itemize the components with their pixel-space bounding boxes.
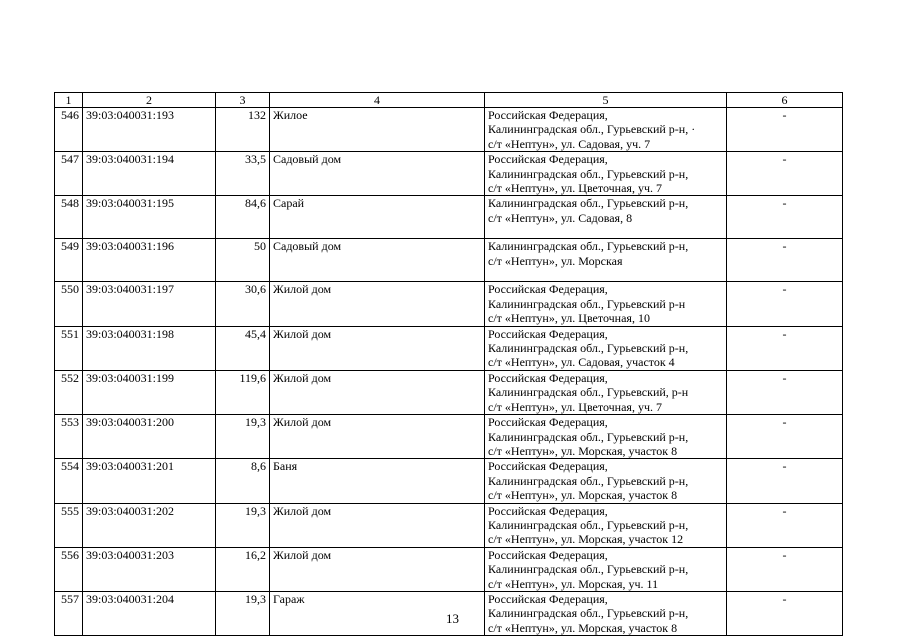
cadastral-number-cell: 39:03:040031:193: [83, 108, 216, 152]
address-line: Калининградская обл., Гурьевский р-н,: [488, 166, 689, 181]
address-line: с/т «Нептун», ул. Садовая, 8: [488, 210, 633, 225]
object-type-cell: Жилой дом: [270, 503, 485, 547]
address-line: Калининградская обл., Гурьевский р-н,: [488, 606, 689, 621]
address-line: Калининградская обл., Гурьевский р-н,: [488, 341, 689, 356]
area-cell: 19,3: [216, 591, 270, 635]
address-line: Калининградская обл., Гурьевский р-н,: [488, 429, 689, 444]
object-type-cell: Жилой дом: [270, 415, 485, 459]
cadastral-number-cell: 39:03:040031:199: [83, 370, 216, 414]
row-number-cell: 555: [55, 503, 83, 547]
address-line: Калининградская обл., Гурьевский р-н,: [488, 562, 689, 577]
header-row: [55, 93, 843, 108]
row-number-cell: 547: [55, 152, 83, 196]
object-type-cell: Жилое: [270, 108, 485, 152]
row-number-cell: 554: [55, 459, 83, 503]
address-line: Российская Федерация,: [488, 415, 608, 430]
note-cell: -: [727, 503, 843, 547]
address-line: Калининградская обл., Гурьевский р-н: [488, 296, 686, 311]
note-cell: -: [727, 282, 843, 326]
address-line: Российская Федерация,: [488, 459, 608, 474]
register-table: [54, 92, 843, 636]
cadastral-number-cell: 39:03:040031:195: [83, 196, 216, 239]
area-cell: 16,2: [216, 547, 270, 591]
address-cell: [485, 239, 727, 282]
cadastral-number-cell: 39:03:040031:198: [83, 326, 216, 370]
area-cell: 132: [216, 108, 270, 152]
note-cell: -: [727, 415, 843, 459]
area-cell: 33,5: [216, 152, 270, 196]
address-line: Калининградская обл., Гурьевский р-н,: [488, 473, 689, 488]
address-line: Российская Федерация,: [488, 282, 608, 297]
table-row: [55, 459, 843, 503]
address-line: Калининградская обл., Гурьевский, р-н: [488, 385, 689, 400]
object-type-cell: Жилой дом: [270, 547, 485, 591]
area-cell: 8,6: [216, 459, 270, 503]
table-row: [55, 282, 843, 326]
object-type-cell: Жилой дом: [270, 282, 485, 326]
cadastral-number-cell: 39:03:040031:196: [83, 239, 216, 282]
object-type-cell: Баня: [270, 459, 485, 503]
address-line: Калининградская обл., Гурьевский р-н, ·: [488, 122, 696, 137]
area-cell: 84,6: [216, 196, 270, 239]
address-line: с/т «Нептун», ул. Морская, участок 8: [488, 620, 678, 635]
cadastral-number-cell: 39:03:040031:194: [83, 152, 216, 196]
note-cell: -: [727, 591, 843, 635]
row-number-cell: 551: [55, 326, 83, 370]
row-number-cell: 546: [55, 108, 83, 152]
page-number: 13: [446, 611, 459, 626]
cadastral-number-cell: 39:03:040031:200: [83, 415, 216, 459]
address-line: с/т «Нептун», ул. Садовая, уч. 7: [488, 136, 651, 151]
column-header-2: 2: [83, 93, 216, 108]
address-line: Российская Федерация,: [488, 591, 608, 606]
area-cell: 50: [216, 239, 270, 282]
row-number-cell: 557: [55, 591, 83, 635]
address-line: с/т «Нептун», ул. Морская, уч. 11: [488, 576, 659, 591]
row-number-cell: 556: [55, 547, 83, 591]
note-cell: -: [727, 370, 843, 414]
cadastral-number-cell: 39:03:040031:197: [83, 282, 216, 326]
address-line: с/т «Нептун», ул. Морская, участок 12: [488, 532, 684, 547]
table-row: [55, 108, 843, 152]
address-line: с/т «Нептун», ул. Цветочная, уч. 7: [488, 181, 662, 196]
address-cell: [485, 503, 727, 547]
address-line: Российская Федерация,: [488, 326, 608, 341]
address-cell: [485, 108, 727, 152]
column-header-5: 5: [485, 93, 727, 108]
address-cell: [485, 370, 727, 414]
address-line: Калининградская обл., Гурьевский р-н,: [488, 239, 689, 254]
area-cell: 45,4: [216, 326, 270, 370]
address-line: с/т «Нептун», ул. Морская, участок 8: [488, 443, 678, 458]
address-cell: [485, 415, 727, 459]
object-type-cell: Жилой дом: [270, 326, 485, 370]
address-cell: [485, 196, 727, 239]
area-cell: 30,6: [216, 282, 270, 326]
area-cell: 119,6: [216, 370, 270, 414]
column-header-4: 4: [270, 93, 485, 108]
row-number-cell: 550: [55, 282, 83, 326]
table-row: [55, 152, 843, 196]
address-line: Российская Федерация,: [488, 108, 608, 122]
object-type-cell: Садовый дом: [270, 152, 485, 196]
column-header-6: 6: [727, 93, 843, 108]
cadastral-number-cell: 39:03:040031:203: [83, 547, 216, 591]
address-cell: [485, 459, 727, 503]
address-line: Российская Федерация,: [488, 503, 608, 518]
note-cell: -: [727, 239, 843, 282]
cadastral-number-cell: 39:03:040031:201: [83, 459, 216, 503]
address-line: с/т «Нептун», ул. Садовая, участок 4: [488, 355, 675, 370]
object-type-cell: Гараж: [270, 591, 485, 635]
cadastral-number-cell: 39:03:040031:202: [83, 503, 216, 547]
note-cell: -: [727, 196, 843, 239]
row-number-cell: 549: [55, 239, 83, 282]
address-cell: [485, 326, 727, 370]
table-row: [55, 326, 843, 370]
row-number-cell: 552: [55, 370, 83, 414]
table-row: [55, 239, 843, 282]
table-row: [55, 196, 843, 239]
table-row: [55, 503, 843, 547]
object-type-cell: Жилой дом: [270, 370, 485, 414]
address-line: с/т «Нептун», ул. Морская, участок 8: [488, 488, 678, 503]
note-cell: -: [727, 326, 843, 370]
note-cell: -: [727, 459, 843, 503]
address-line: Калининградская обл., Гурьевский р-н,: [488, 517, 689, 532]
area-cell: 19,3: [216, 415, 270, 459]
table-row: [55, 370, 843, 414]
address-line: с/т «Нептун», ул. Цветочная, 10: [488, 311, 650, 326]
address-line: Российская Федерация,: [488, 370, 608, 385]
address-line: с/т «Нептун», ул. Цветочная, уч. 7: [488, 399, 662, 414]
address-line: Российская Федерация,: [488, 152, 608, 167]
row-number-cell: 548: [55, 196, 83, 239]
register-body: [55, 108, 843, 636]
cadastral-number-cell: 39:03:040031:204: [83, 591, 216, 635]
area-cell: 19,3: [216, 503, 270, 547]
object-type-cell: Садовый дом: [270, 239, 485, 282]
address-cell: [485, 547, 727, 591]
table-row: [55, 415, 843, 459]
column-header-1: 1: [55, 93, 83, 108]
address-cell: [485, 152, 727, 196]
address-line: Калининградская обл., Гурьевский р-н,: [488, 196, 689, 211]
address-line: Российская Федерация,: [488, 547, 608, 562]
note-cell: -: [727, 108, 843, 152]
note-cell: -: [727, 547, 843, 591]
note-cell: -: [727, 152, 843, 196]
address-cell: [485, 282, 727, 326]
table-row: [55, 547, 843, 591]
column-header-3: 3: [216, 93, 270, 108]
row-number-cell: 553: [55, 415, 83, 459]
object-type-cell: Сарай: [270, 196, 485, 239]
address-line: с/т «Нептун», ул. Морская: [488, 253, 623, 268]
